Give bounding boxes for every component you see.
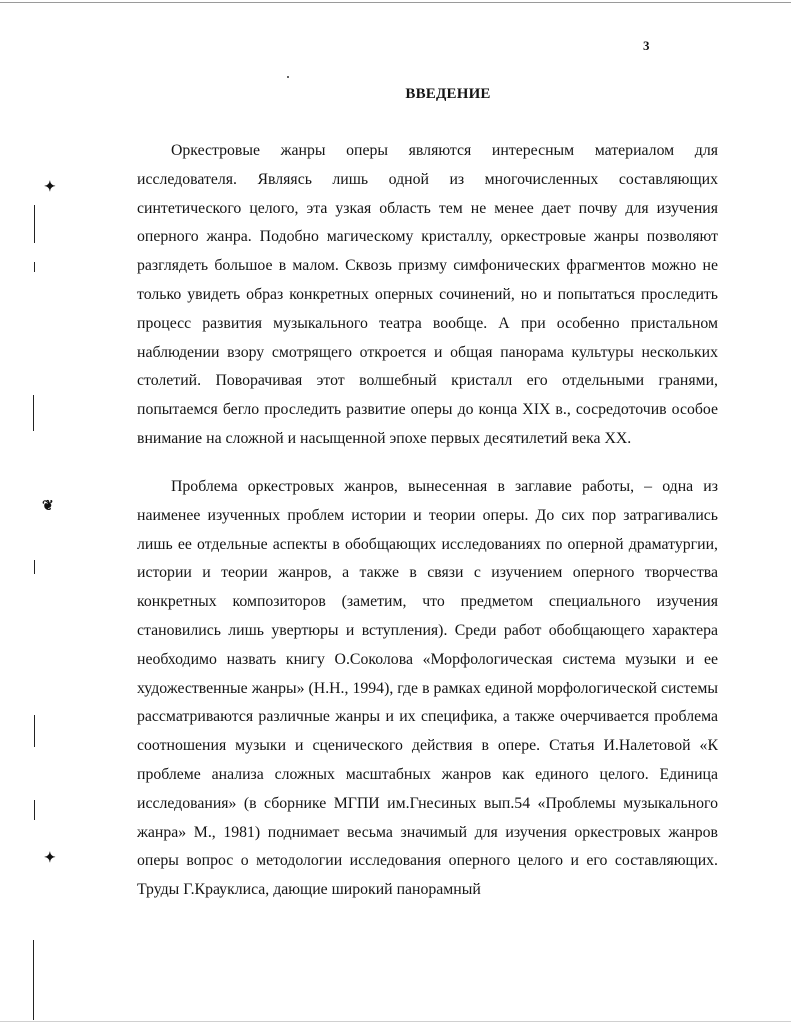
scan-bottom-edge — [0, 1021, 791, 1022]
scan-speck — [287, 76, 289, 78]
scan-edge-line — [33, 940, 34, 1020]
binding-hole-mark: ✦ — [44, 851, 56, 866]
paragraph-problem-statement: Проблема оркестровых жанров, вынесенная в заглавие работы, – одна из наименее изученных проблем истории и теории оперы. До сих пор затрагивались лишь ее отдельные аспекты в обобщающих исследованиях по оперной драматургии, истории и теории жанров, а также в связи с изучением оперного творчества конкретных композиторов (заметим, что предметом специального изучения становились лишь увертюры и вступления). Среди работ обобщающего характера необходимо назвать книгу О.Соколова «Морфологическая система музыки и ее художественные жанры» (Н.Н., 1994), где в рамках единой морфологической системы рассматриваются различные жанры и их специфика, а также очерчивается проблема соотношения музыки и сценического действия в опере. Статья И.Налетовой «К проблеме анализа сложных масштабных жанров как единого целого. Единица исследования» (в сборнике МГПИ им.Гнесиных вып.54 «Проблемы музыкального жанра» М., 1981) поднимает весьма значимый для изучения оркестровых жанров оперы вопрос о методологии исследования оперного целого и его составляющих. Труды Г.Крауклиса, дающие широкий панорамный — [137, 478, 718, 899]
page-number: 3 — [643, 38, 650, 53]
scan-edge-line — [34, 205, 35, 243]
scan-edge-line — [34, 560, 35, 574]
binding-hole-mark: ✦ — [44, 180, 56, 195]
scan-edge-line — [34, 262, 35, 272]
page-title: ВВЕДЕНИЕ — [405, 86, 491, 102]
binding-hole-mark: ❦ — [42, 499, 54, 514]
scan-top-edge — [0, 2, 791, 3]
scan-edge-line — [34, 800, 35, 820]
scan-edge-line — [34, 715, 35, 747]
scan-edge-line — [33, 395, 34, 431]
paragraph-introduction: Оркестровые жанры оперы являются интересным материалом для исследователя. Являясь лишь одной из многочисленных составляющих синтетического целого, эта узкая область тем не менее дает почву для изучения оперного жанра. Подобно магическому кристаллу, оркестровые жанры позволяют разглядеть большое в малом. Сквозь призму симфонических фрагментов можно не только увидеть образ конкретных оперных сочинений, но и попытаться проследить процесс развития музыкального театра вообще. А при особенно пристальном наблюдении взору смотрящего откроется и общая панорама культуры нескольких столетий. Поворачивая этот волшебный кристалл его отдельными гранями, попытаемся бегло проследить развитие оперы до конца XIX в., сосредоточив особое внимание на сложной и насыщенной эпохе первых десятилетий века XX. — [137, 142, 718, 447]
